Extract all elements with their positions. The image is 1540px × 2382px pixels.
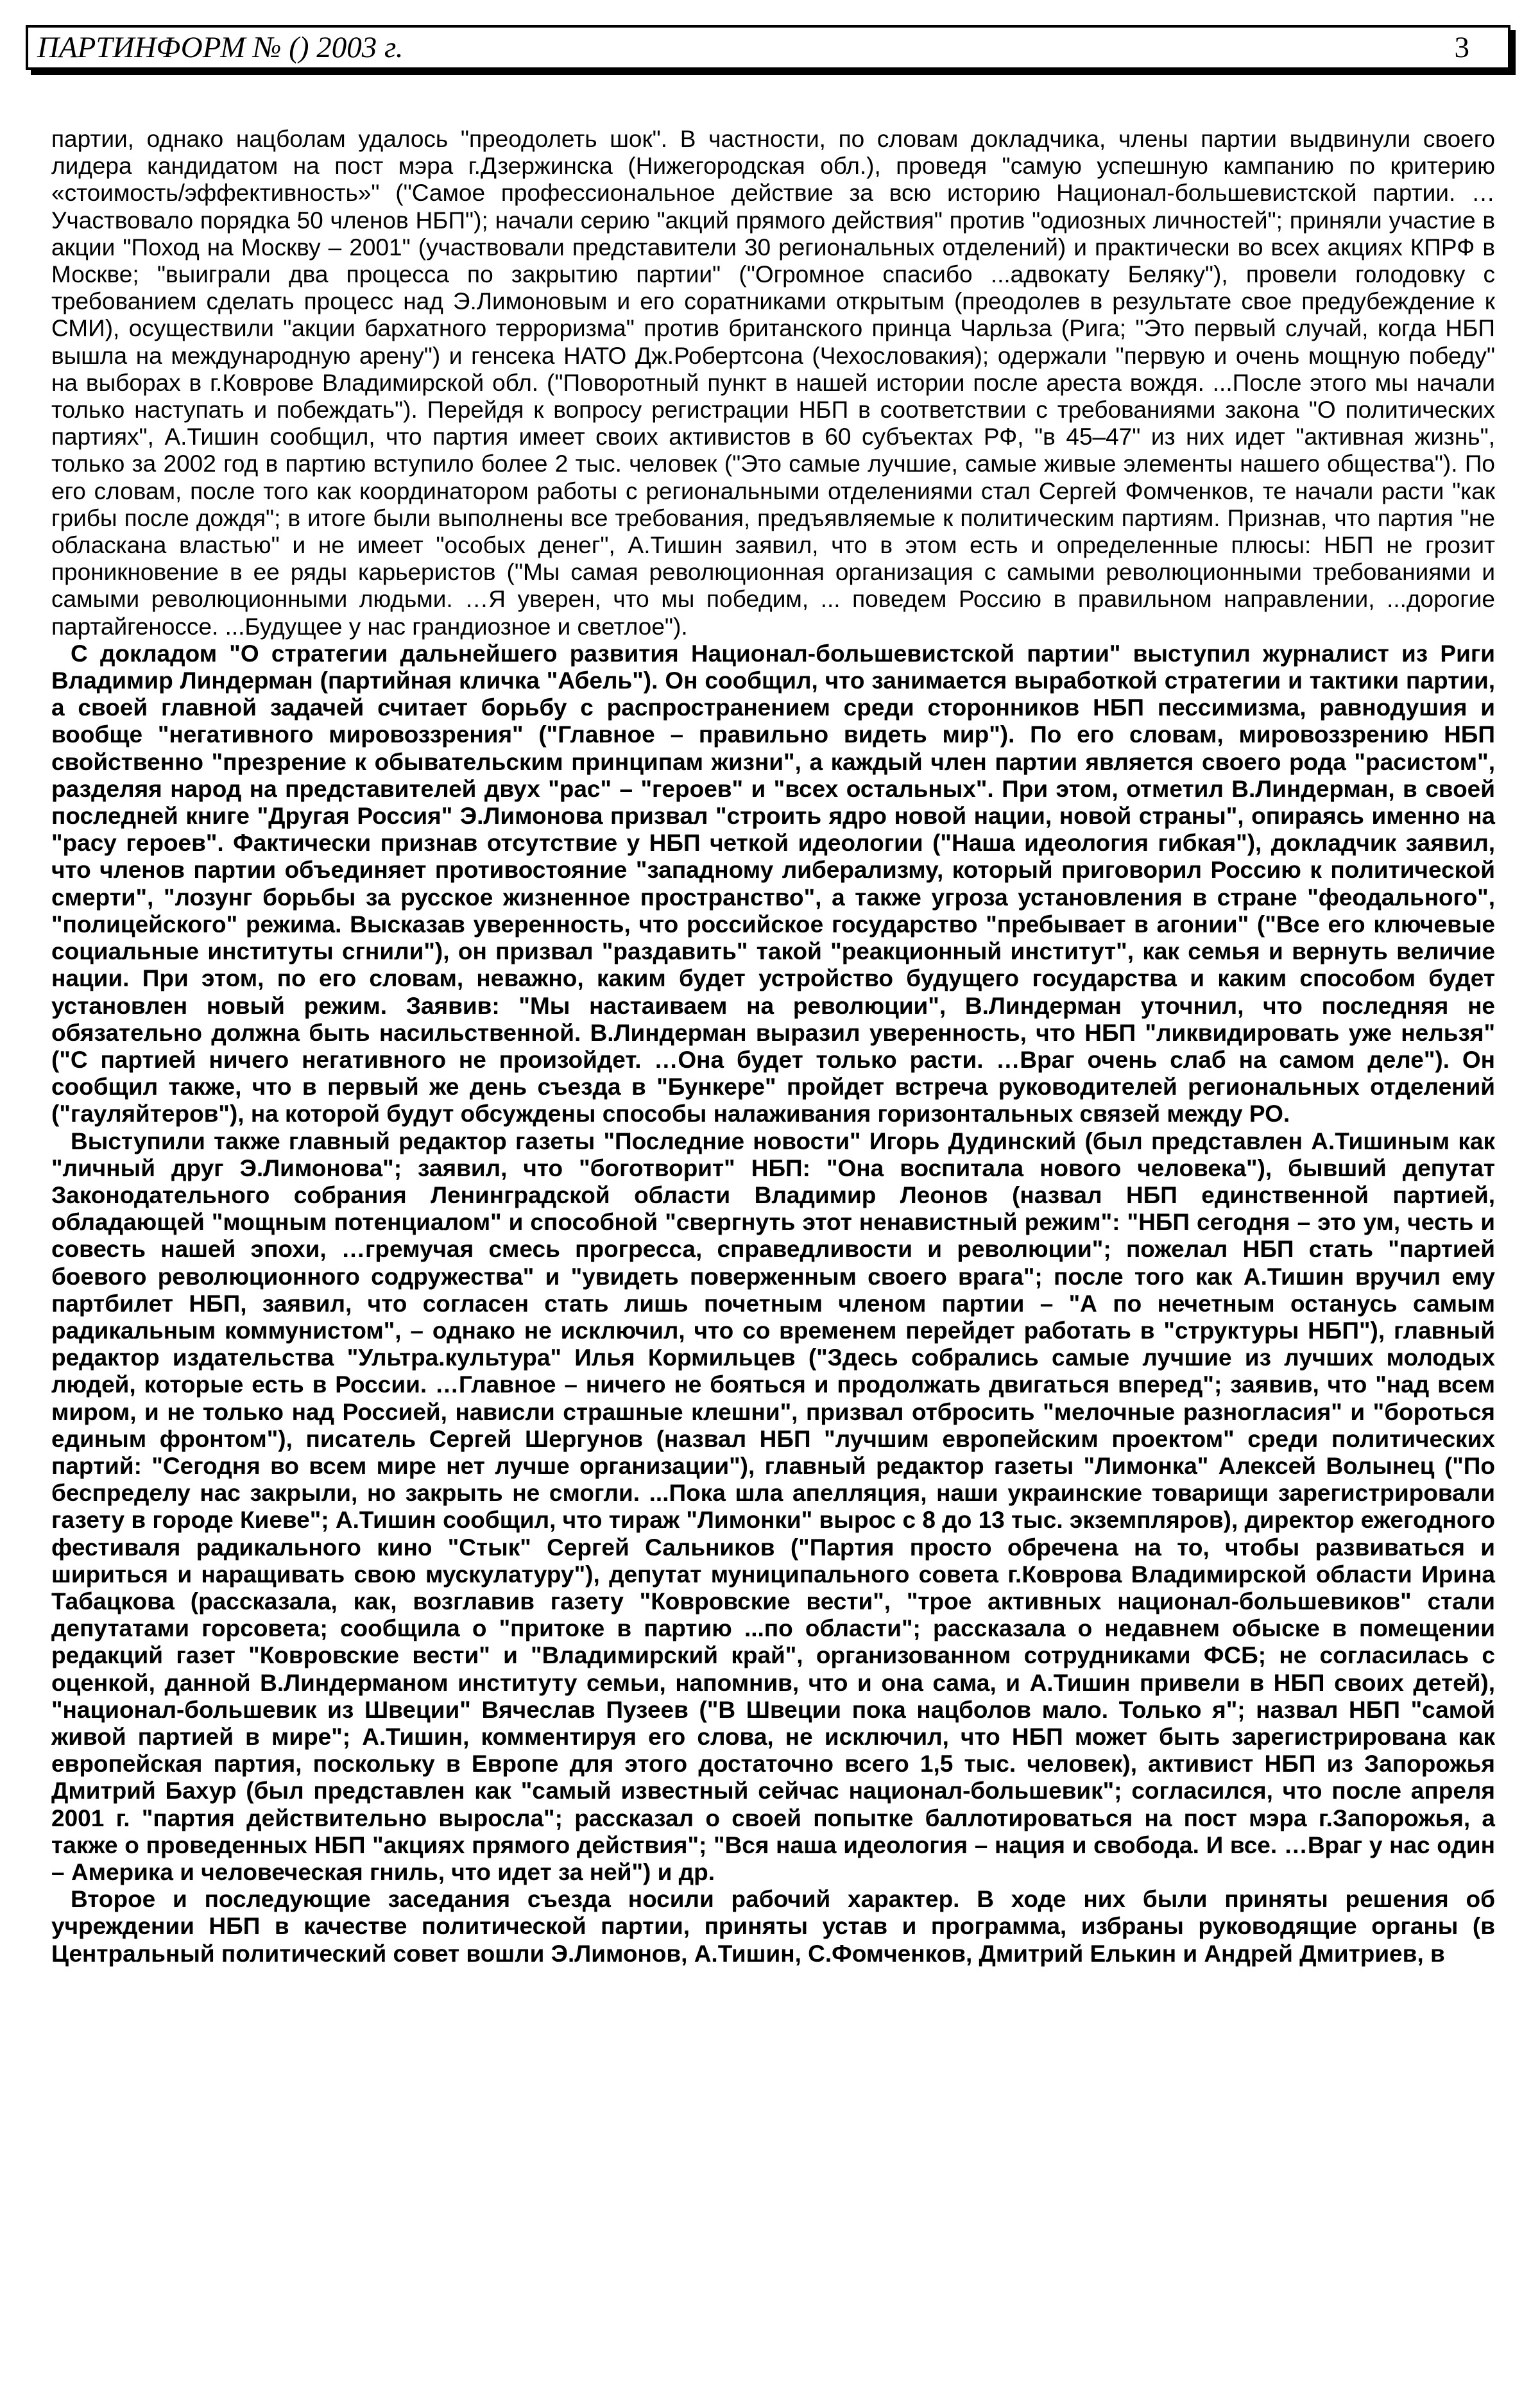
paragraph-working-sessions: Второе и последующие заседания съезда носили рабочий характер. В ходе них были приняты решения об учреждении НБП в качестве политической партии, приняты устав и программа, избраны руководящие органы (в Центральный политический совет вошли Э.Лимонов, А.Тишин, С.Фомченков, Дмитрий Елькин и Андрей Дмитриев, в (51, 1886, 1495, 1967)
article-body (51, 126, 1495, 1967)
paragraph-continuation: партии, однако нацболам удалось "преодолеть шок". В частности, по словам докладчика, члены партии выдвинули своего лидера кандидатом на пост мэра г.Дзержинска (Нижегородская обл.), проведя "самую успешную кампанию по критерию «стоимость/эффективность»" ("Самое профессиональное действие за всю историю Национал-большевистской партии. …Участвовало порядка 50 членов НБП"); начали серию "акций прямого действия" против "одиозных личностей"; приняли участие в акции "Поход на Москву – 2001" (участвовали представители 30 региональных отделений) и практически во всех акциях КПРФ в Москве; "выиграли два процесса по закрытию партии" ("Огромное спасибо ...адвокату Беляку"), провели голодовку с требованием сделать процесс над Э.Лимоновым и его соратниками открытым (преодолев в результате свое предубеждение к СМИ), осуществили "акции бархатного терроризма" против британского принца Чарльза (Рига; "Это первый случай, когда НБП вышла на международную арену") и генсека НАТО Дж.Робертсона (Чехословакия); одержали "первую и очень мощную победу" на выборах в г.Коврове Владимирской обл. ("Поворотный пункт в нашей истории после ареста вождя. ...После этого мы начали только наступать и побеждать"). Перейдя к вопросу регистрации НБП в соответствии с требованиями закона "О политических партиях", А.Тишин сообщил, что партия имеет своих активистов в 60 субъектах РФ, "в 45–47" из них идет "активная жизнь", только за 2002 год в партию вступило более 2 тыс. человек ("Это самые лучшие, самые живые элементы нашего общества"). По его словам, после того как координатором работы с региональными отделениями стал Сергей Фомченков, те начали расти "как грибы после дождя"; в итоге были выполнены все требования, предъявляемые к политическим партиям. Признав, что партия "не обласкана властью" и не имеет "особых денег", А.Тишин заявил, что в этом есть и определенные плюсы: НБП не грозит проникновение в ее ряды карьеристов ("Мы самая революционная организация с самыми революционными требованиями и самыми революционными людьми. …Я уверен, что мы победим, ... поведем Россию в правильном направлении, ...дорогие партайгеноссе. ...Будущее у нас грандиозное и светлое"). (51, 126, 1495, 640)
paragraph-other-speakers: Выступили также главный редактор газеты "Последние новости" Игорь Дудинский (был представлен А.Тишиным как "личный друг Э.Лимонова"; заявил, что "боготворит" НБП: "Она воспитала нового человека"), бывший депутат Законодательного собрания Ленинградской области Владимир Леонов (назвал НБП единственной партией, обладающей "мощным потенциалом" и способной "свергнуть этот ненавистный режим": "НБП сегодня – это ум, честь и совесть нашей эпохи, …гремучая смесь прогресса, справедливости и революции"; пожелал НБП стать "партией боевого революционного содружества" и "увидеть поверженным своего врага"; после того как А.Тишин вручил ему партбилет НБП, заявил, что согласен стать лишь почетным членом партии – "А по нечетным останусь самым радикальным коммунистом", – однако не исключил, что со временем перейдет работать в "структуры НБП"), главный редактор издательства "Ультра.культура" Илья Кормильцев ("Здесь собрались самые лучшие из лучших молодых людей, которые есть в России. …Главное – ничего не бояться и продолжать двигаться вперед"; заявив, что "над всем миром, и не только над Россией, нависли страшные клешни", призвал отбросить "мелочные разногласия" и "бороться единым фронтом"), писатель Сергей Шергунов (назвал НБП "лучшим европейским проектом" среди политических партий: "Сегодня во всем мире нет лучше организации"), главный редактор газеты "Лимонка" Алексей Волынец ("По беспределу нас закрыли, но закрыть не смогли. ...Пока шла апелляция, наши украинские товарищи зарегистрировали газету в городе Киеве"; А.Тишин сообщил, что тираж "Лимонки" вырос с 8 до 13 тыс. экземпляров), директор ежегодного фестиваля радикального кино "Стык" Сергей Сальников ("Партия просто обречена на то, чтобы развиваться и шириться и наращивать свою мускулатуру"), депутат муниципального совета г.Коврова Владимирской области Ирина Табацкова (рассказала, как, возглавив газету "Ковровские вести", "трое активных национал-большевиков" стали депутатами горсовета; сообщила о "притоке в партию ...по области"; рассказала о недавнем обыске в помещении редакций газет "Ковровские вести" и "Владимирский край", организованном сотрудниками ФСБ; не согласилась с оценкой, данной В.Линдерманом институту семьи, напомнив, что и она сама, и А.Тишин привели в НБП своих детей), "национал-большевик из Швеции" Вячеслав Пузеев ("В Швеции пока нацболов мало. Только я"; назвал НБП "самой живой партией в мире"; А.Тишин, комментируя его слова, не исключил, что НБП может быть зарегистрирована как европейская партия, поскольку в Европе для этого достаточно всего 1,5 тыс. человек), активист НБП из Запорожья Дмитрий Бахур (был представлен как "самый известный сейчас национал-большевик"; согласился, что после апреля 2001 г. "партия действительно выросла"; рассказал о своей попытке баллотироваться на пост мэра г.Запорожья, а также о проведенных НБП "акциях прямого действия"; "Вся наша идеология – нация и свобода. И все. …Враг у нас один – Америка и человеческая гниль, что идет за ней") и др. (51, 1127, 1495, 1885)
header-title: ПАРТИНФОРМ № () 2003 г. (37, 31, 404, 64)
page-header (26, 25, 1510, 70)
paragraph-linderman-report: С докладом "О стратегии дальнейшего развития Национал-большевистской партии" выступил журналист из Риги Владимир Линдерман (партийная кличка "Абель"). Он сообщил, что занимается выработкой стратегии и тактики партии, а своей главной задачей считает борьбу с распространением среди сторонников НБП пессимизма, равнодушия и вообще "негативного мировоззрения" ("Главное – правильно видеть мир"). По его словам, мировоззрению НБП свойственно "презрение к обывательским принципам жизни", а каждый член партии является своего рода "расистом", разделяя народ на представителей двух "рас" – "героев" и "всех остальных". При этом, отметил В.Линдерман, в своей последней книге "Другая Россия" Э.Лимонова призвал "строить ядро новой нации, новой страны", опираясь именно на "расу героев". Фактически признав отсутствие у НБП четкой идеологии ("Наша идеология гибкая"), докладчик заявил, что членов партии объединяет противостояние "западному либерализму, который приговорил Россию к политической смерти", "лозунг борьбы за русское жизненное пространство", а также угроза установления в стране "феодального", "полицейского" режима. Высказав уверенность, что российское государство "пребывает в агонии" ("Все его ключевые социальные институты сгнили"), он призвал "раздавить" такой "реакционный институт", как семья и вернуть величие нации. При этом, по его словам, неважно, каким будет устройство будущего государства и каким способом будет установлен новый режим. Заявив: "Мы настаиваем на революции", В.Линдерман уточнил, что последняя не обязательно должна быть насильственной. В.Линдерман выразил уверенность, что НБП "ликвидировать уже нельзя" ("С партией ничего негативного не произойдет. …Она будет только расти. …Враг очень слаб на самом деле"). Он сообщил также, что в первый же день съезда в "Бункере" пройдет встреча руководителей региональных отделений ("гауляйтеров"), на которой будут обсуждены способы налаживания горизонтальных связей между РО. (51, 640, 1495, 1127)
page-number: 3 (1454, 31, 1469, 64)
